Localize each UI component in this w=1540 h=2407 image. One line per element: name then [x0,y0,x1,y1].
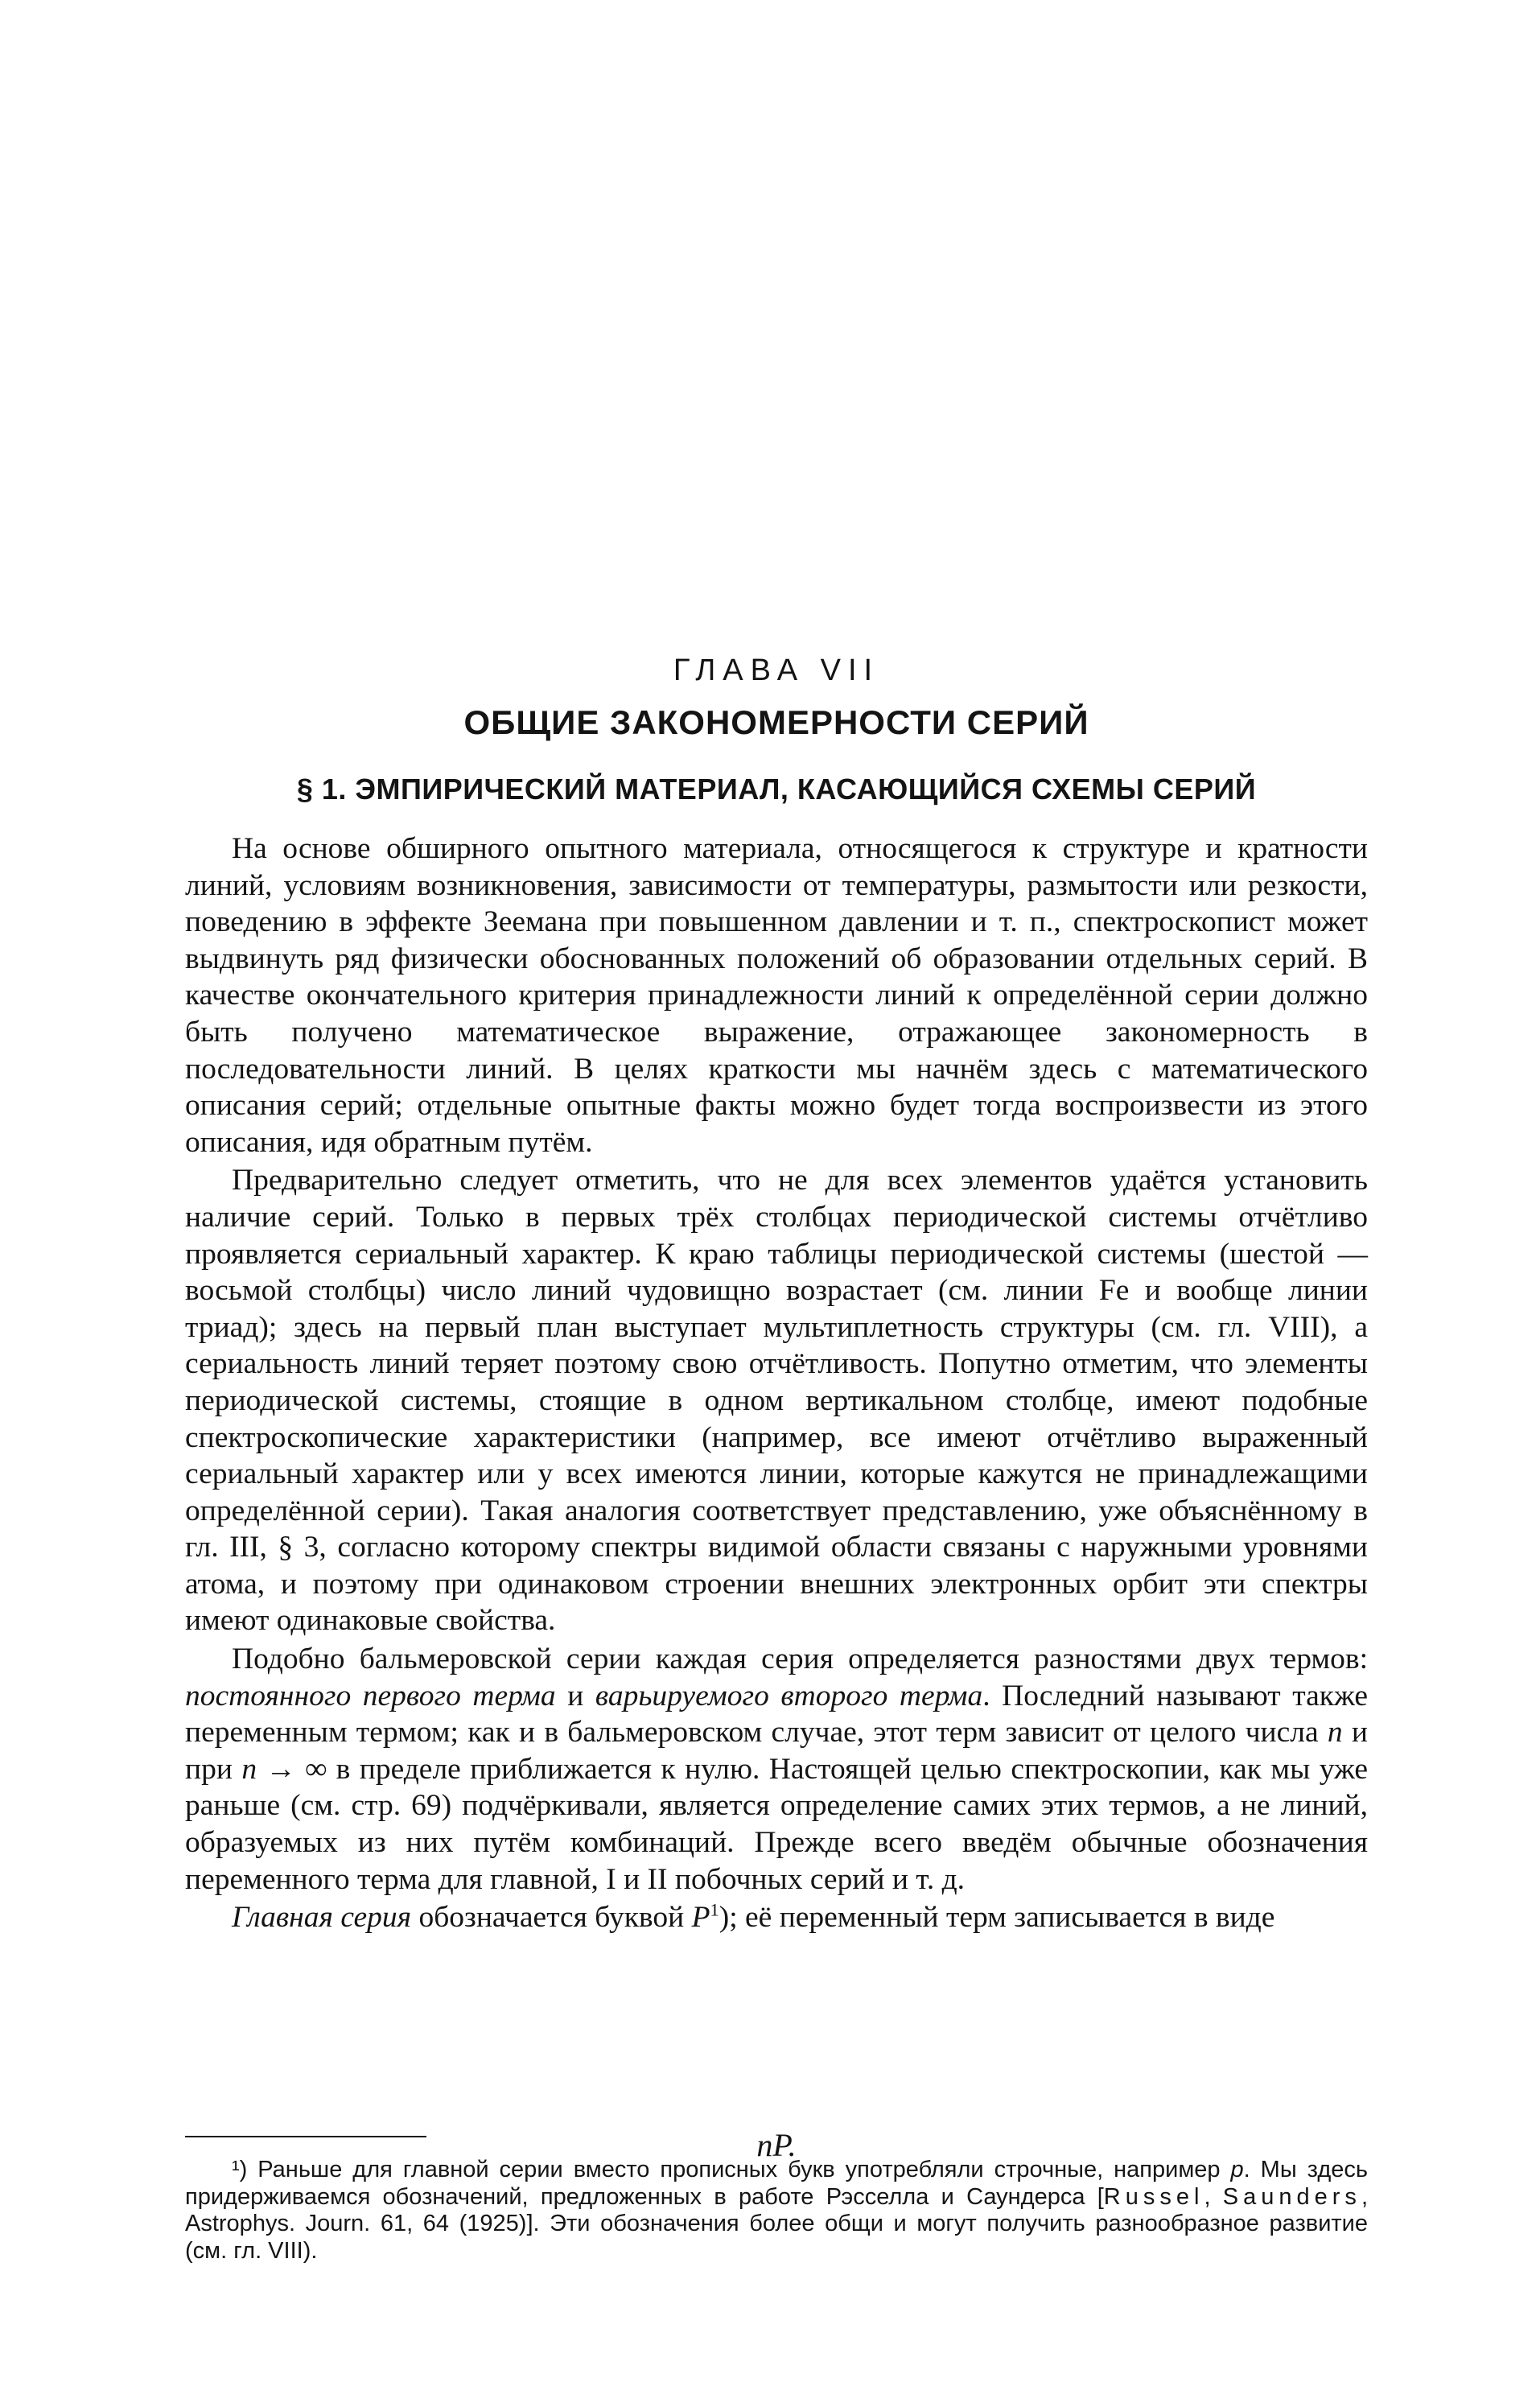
paragraph-2: Предварительно следует отметить, что не для всех элементов удаётся установить наличие серий. Только в первых трёх столбцах периодической системы отчётливо проявляется сериальный характер. К краю таблицы периодической системы (шестой — восьмой столбцы) число линий чудовищно возрастает (см. линии Fe и вообще линии триад); здесь на первый план выступает мультиплетность структуры (см. гл. VIII), а сериальность линий теряет поэтому свою отчётливость. Попутно отметим, что элементы периодической системы, стоящие в одном вертикальном столбце, имеют подобные спектроскопические характеристики (например, все имеют отчётливо выраженный сериальный характер или у всех имеются линии, которые кажутся не принадлежащими определённой серии). Такая аналогия соответствует представлению, уже объяснённому в гл. III, § 3, согласно которому спектры видимой области связаны с наружными уровнями атома, и поэтому при одинаковом строении внешних электронных орбит эти спектры имеют одинаковые свойства. [185,1164,1368,1638]
footnote-symbol-p: p [1230,2157,1244,2182]
paragraph-3 [185,1641,1368,1898]
footnote-ref-1[interactable]: 1 [710,1899,719,1920]
symbol-P: P [691,1901,710,1935]
footnote-text-b: . Мы здесь придерживаемся обозначений, предложенных в работе Рэсселла и Саундерса [ [185,2157,1368,2210]
section-title: § 1. ЭМПИРИЧЕСКИЙ МАТЕРИАЛ, КАСАЮЩИЙСЯ СХЕМЫ СЕРИЙ [296,773,1257,806]
symbol-n: n [1327,1716,1343,1750]
paragraph-3-text-d: и при [185,1716,1368,1786]
footnote-1 [185,2157,1368,2265]
author-russel: Russel [1103,2183,1204,2210]
chapter-title: ОБЩИЕ ЗАКОНОМЕРНОСТИ СЕРИЙ [463,703,1089,741]
paragraph-1: На основе обширного опытного материала, относящегося к структуре и кратности линий, условиям возникновения, зависимости от температуры, размытости или резкости, поведению в эффекте Зеемана при повышенном давлении и т. п., спектроскопист может выдвинуть ряд физически обоснованных положений об образовании отдельных серий. В качестве окончательного критерия принадлежности линий к определённой серии должно быть получено математическое выражение, отражающее закономерность в последовательности линий. В целях краткости мы начнём здесь с математического описания серий; отдельные опытные факты можно будет тогда воспроизвести из этого описания, идя обратным путём. [185,832,1368,1159]
formula-nP: nP. [756,2127,797,2163]
body-text [185,830,1368,1936]
paragraph-4-text-a: обозначается буквой [411,1901,692,1935]
paragraph-3-text-b: и [555,1679,595,1713]
author-saunders: Saunders [1222,2183,1361,2210]
footnote-text-a: ¹) Раньше для главной серии вместо прописных букв употребляли строчные, например [232,2157,1231,2182]
paragraph-3-text-c: . Последний называют также переменным термом; как и в бальмеровском случае, этот терм зависит от целого числа [185,1679,1368,1750]
paragraph-4 [185,1899,1368,1936]
footnote-text-c: , [1204,2183,1223,2210]
term-constant-first: постоянного первого терма [185,1679,556,1713]
paragraph-3-text-e: в пределе приближается к нулю. Настоящей целью спектроскопии, как мы уже раньше (см. стр. 69) подчёркивали, является определение самих этих термов, а не линий, образуемых из них путём комбинаций. Прежде всего введём обычные обозначения переменного терма для главной, I и II побочных серий и т. д. [185,1752,1369,1896]
symbol-n-to-infinity: n → ∞ [241,1752,327,1786]
footnote-text-d: , Astrophys. Journ. 61, 64 (1925)]. Эти обозначения более общи и могут получить разнообразное развитие (см. гл. VIII). [185,2183,1368,2264]
chapter-label: ГЛАВА VII [673,653,880,687]
paragraph-3-text-a: Подобно бальмеровской серии каждая серия определяется разностями двух термов: [232,1642,1368,1676]
term-principal-series: Главная серия [232,1901,412,1935]
paragraph-4-text-b: ); её переменный терм записывается в виде [719,1901,1275,1935]
term-variable-second: варьируемого второго терма [595,1679,983,1713]
